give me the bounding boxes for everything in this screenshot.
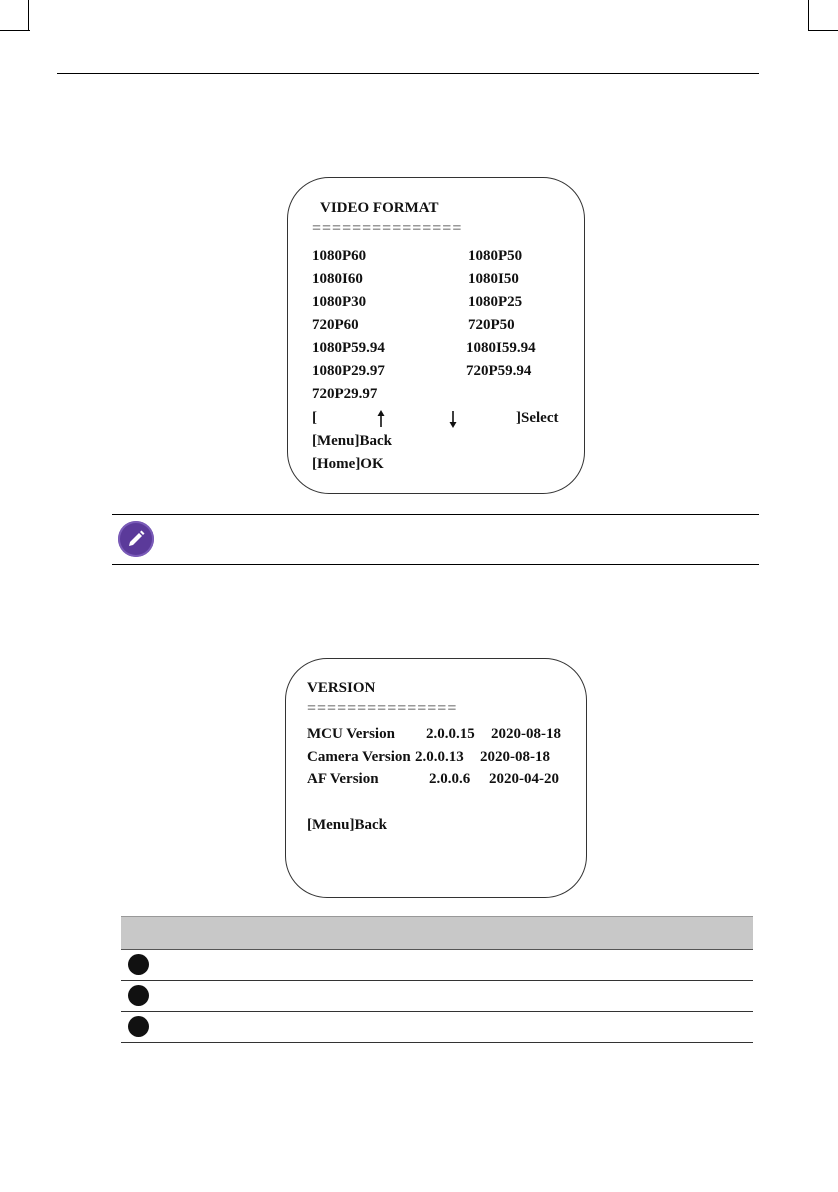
format-option[interactable]: 1080I59.94 [466,340,536,356]
version-row-name: MCU Version [307,726,395,742]
crop-mark-right-top [808,30,838,31]
video-format-separator: =============== [312,220,463,237]
version-row-name: AF Version [307,771,379,787]
format-option[interactable]: 1080P25 [468,294,523,310]
table-header [121,916,753,950]
menu-back-hint: [Menu]Back [312,433,392,449]
format-option[interactable]: 1080P60 [312,248,367,264]
header-rule [57,73,759,74]
table-row [121,1012,753,1043]
filled-circle-icon [128,954,149,975]
info-table [121,916,753,1043]
format-option[interactable]: 1080I50 [468,271,519,287]
format-option[interactable]: 720P60 [312,317,359,333]
format-option[interactable]: 720P50 [468,317,515,333]
version-row-date: 2020-04-20 [489,771,559,787]
version-row-number: 2.0.0.6 [429,771,471,787]
crop-mark-top-left [28,0,29,30]
filled-circle-icon [128,985,149,1006]
version-title: VERSION [307,680,376,696]
format-option[interactable]: 1080P30 [312,294,367,310]
crop-mark-left-top [0,30,30,31]
select-bracket-open: [ [312,410,317,426]
select-label: ]Select [516,410,559,426]
version-menu [285,658,587,898]
format-option[interactable]: 1080I60 [312,271,363,287]
table-row [121,981,753,1012]
format-option[interactable]: 1080P29.97 [312,363,385,379]
home-ok-hint: [Home]OK [312,456,384,472]
note-panel [112,514,759,565]
version-row-date: 2020-08-18 [480,749,550,765]
format-option[interactable]: 720P29.97 [312,386,378,402]
format-option[interactable]: 720P59.94 [466,363,532,379]
format-option[interactable]: 1080P59.94 [312,340,385,356]
format-option[interactable]: 1080P50 [468,248,523,264]
version-row-number: 2.0.0.13 [415,749,464,765]
crop-mark-top-right [808,0,809,30]
version-row-date: 2020-08-18 [491,726,561,742]
menu-back-hint: [Menu]Back [307,817,387,833]
filled-circle-icon [128,1016,149,1037]
arrow-down-icon [448,410,458,428]
version-separator: =============== [307,700,458,717]
table-row [121,950,753,981]
version-row-name: Camera Version [307,749,411,765]
arrow-up-icon [376,410,386,428]
pencil-icon [118,521,154,557]
video-format-title: VIDEO FORMAT [320,200,439,216]
video-format-menu [287,177,585,494]
version-row-number: 2.0.0.15 [426,726,475,742]
